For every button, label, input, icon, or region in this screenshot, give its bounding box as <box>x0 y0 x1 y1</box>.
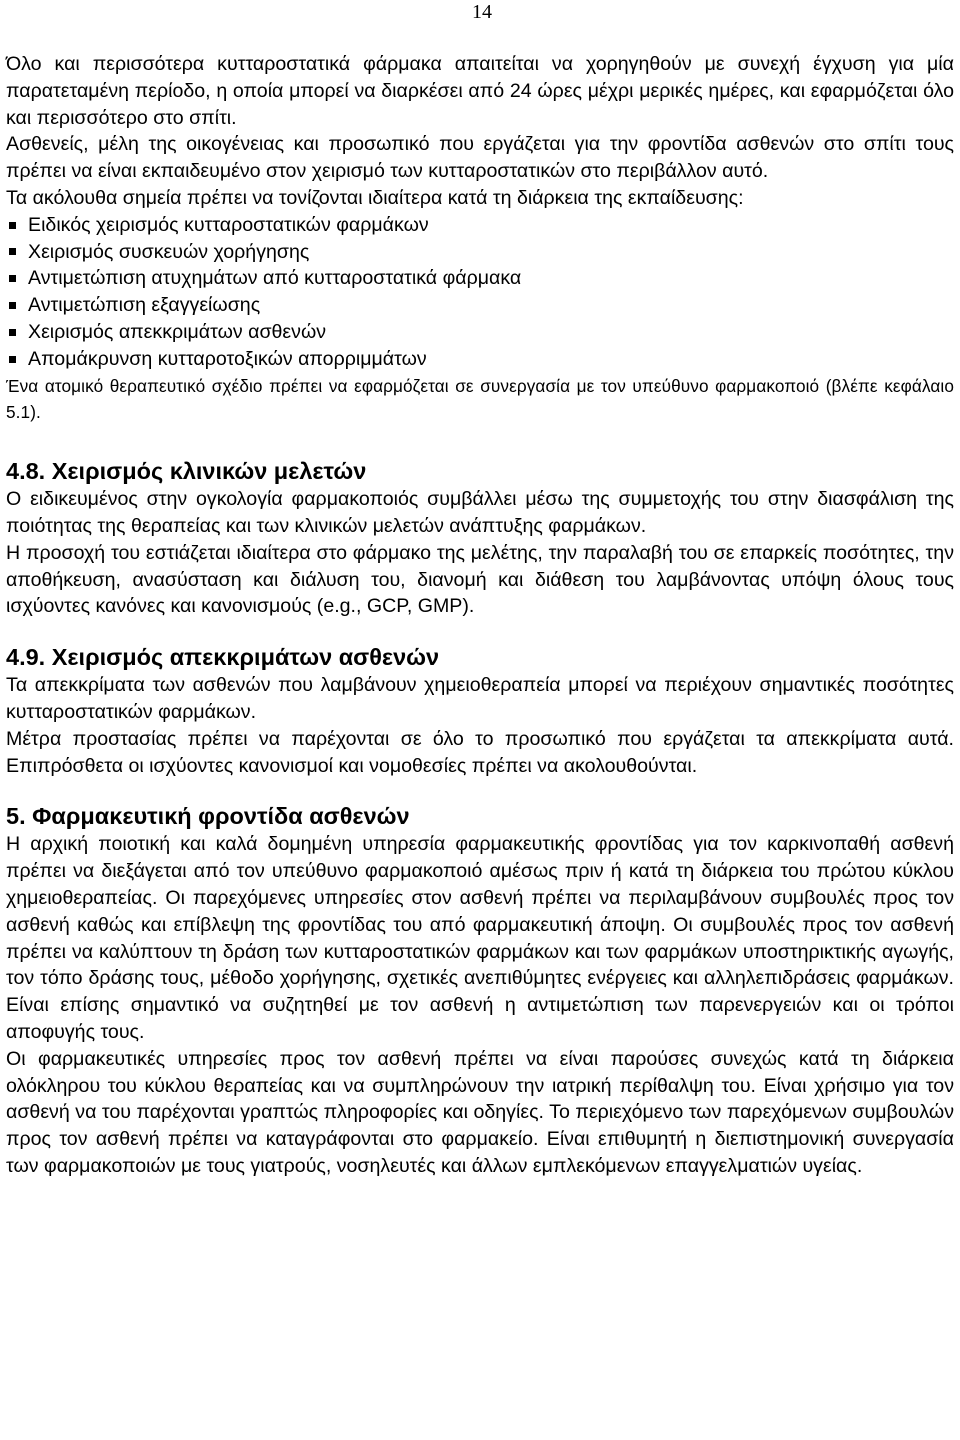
list-item <box>6 319 954 346</box>
list-item <box>6 239 954 266</box>
section-5-paragraph-2: Οι φαρμακευτικές υπηρεσίες προς τον ασθενή πρέπει να είναι παρούσες συνεχώς κατά τη διάρκεια ολόκληρου του κύκλου θεραπείας και να συμπληρώνουν την ιατρική περίθαλψη του. Είναι χρήσιμο για τον ασθενή να του παρέχονται γραπτώς πληροφορίες και οδηγίες. Το περιεχόμενο των παρεχόμενων συμβουλών προς τον ασθενή πρέπει να καταγράφονται στο φαρμακείο. Είναι επιθυμητή η διεπιστημονική συνεργασία των φαρμακοποιών με τους γιατρούς, νοσηλευτές και άλλων εμπλεκόμενων επαγγελματιών υγείας. <box>6 1047 954 1177</box>
list-item <box>6 212 954 239</box>
list-item-text: Ειδικός χειρισμός κυτταροστατικών φαρμάκων <box>28 213 429 236</box>
square-bullet-icon <box>9 302 16 309</box>
list-item <box>6 346 954 373</box>
list-item-text: Χειρισμός απεκκριμάτων ασθενών <box>28 320 327 343</box>
section-4-8-paragraph-1: Ο ειδικευμένος στην ογκολογία φαρμακοποιός συμβάλλει μέσω της συμμετοχής του στην διασφάλιση της ποιότητας της θεραπείας και των κλινικών μελετών ανάπτυξης φαρμάκων. <box>6 488 954 537</box>
section-title: Φαρμακευτική φροντίδα ασθενών <box>32 803 410 830</box>
square-bullet-icon <box>9 248 16 255</box>
list-item-text: Αντιμετώπιση ατυχημάτων από κυτταροστατικά φάρμακα <box>28 267 522 290</box>
section-4-9-paragraph-1: Τα απεκκρίματα των ασθενών που λαμβάνουν χημειοθεραπεία μπορεί να περιέχουν σημαντικές ποσότητες κυτταροστατικών φαρμάκων. <box>6 674 954 723</box>
list-item-text: Απομάκρυνση κυτταροτοξικών απορριμμάτων <box>28 347 427 370</box>
intro-paragraph-2: Ασθενείς, μέλη της οικογένειας και προσωπικό που εργάζεται για την φροντίδα ασθενών στο σπίτι τους πρέπει να είναι εκπαιδευμένο στον χειρισμό των κυτταροστατικών στο περιβάλλον αυτό. <box>6 133 954 183</box>
section-5-heading <box>6 801 954 831</box>
section-4-8-heading <box>6 456 954 486</box>
square-bullet-icon <box>9 329 16 336</box>
intro-paragraph-4: Ένα ατομικό θεραπευτικό σχέδιο πρέπει να εφαρμόζεται σε συνεργασία με τον υπεύθυνο φαρμακοποιό (βλέπε κεφάλαιο 5.1). <box>6 375 954 423</box>
section-4-9-heading <box>6 642 954 672</box>
section-number: 4.9. <box>6 644 46 671</box>
section-title: Χειρισμός κλινικών μελετών <box>51 458 367 485</box>
list-item-text: Χειρισμός συσκευών χορήγησης <box>28 240 310 263</box>
list-item <box>6 292 954 319</box>
square-bullet-icon <box>9 275 16 282</box>
document-body <box>6 51 954 1180</box>
list-item-text: Αντιμετώπιση εξαγγείωσης <box>28 294 261 317</box>
square-bullet-icon <box>9 356 16 363</box>
square-bullet-icon <box>9 222 16 229</box>
training-points-list <box>6 212 954 373</box>
section-title: Χειρισμός απεκκριμάτων ασθενών <box>51 644 440 671</box>
intro-paragraph-3: Τα ακόλουθα σημεία πρέπει να τονίζονται ιδιαίτερα κατά τη διάρκεια της εκπαίδευσης: <box>6 186 744 209</box>
page-number: 14 <box>472 1 492 23</box>
section-number: 5. <box>6 803 26 830</box>
list-item <box>6 265 954 292</box>
section-5-paragraph-1: Η αρχική ποιοτική και καλά δομημένη υπηρεσία φαρμακευτικής φροντίδας για τον καρκινοπαθή ασθενή πρέπει να διεξάγεται από τον υπεύθυνο φαρμακοποιό αμέσως πριν ή κατά τη διάρκεια του πρώτου κύκλου χημειοθεραπείας. Οι παρεχόμενες υπηρεσίες στον ασθενή πρέπει να περιλαμβάνουν συμβουλές προς τον ασθενή καθώς και επίβλεψη της φροντίδας του από φαρμακευτική άποψη. Οι συμβουλές προς τον ασθενή πρέπει να καλύπτουν τη δράση των κυτταροστατικών φαρμάκων και των φαρμάκων υποστηρικτικής αγωγής, τον τόπο δράσης τους, μέθοδο χορήγησης, σχετικές ανεπιθύμητες ενέργειες και αλληλεπιδράσεις φαρμάκων. Είναι επίσης σημαντικό να συζητηθεί με τον ασθενή η αντιμετώπιση των παρενεργειών και οι τρόποι αποφυγής τους. <box>6 833 954 1043</box>
intro-paragraph-1: Όλο και περισσότερα κυτταροστατικά φάρμακα απαιτείται να χορηγηθούν με συνεχή έγχυση για μία παρατεταμένη περίοδο, η οποία μπορεί να διαρκέσει από 24 ώρες μέχρι μερικές ημέρες, και εφαρμόζεται όλο και περισσότερο στο σπίτι. <box>6 53 954 129</box>
section-number: 4.8. <box>6 458 46 485</box>
section-4-9-paragraph-2: Μέτρα προστασίας πρέπει να παρέχονται σε όλο το προσωπικό που εργάζεται τα απεκκρίματα αυτά. Επιπρόσθετα οι ισχύοντες κανονισμοί και νομοθεσίες πρέπει να ακολουθούνται. <box>6 727 954 777</box>
section-4-8-paragraph-2: Η προσοχή του εστιάζεται ιδιαίτερα στο φάρμακο της μελέτης, την παραλαβή του σε επαρκείς ποσότητες, την αποθήκευση, ανασύσταση και διάλυση του, διανομή και διάθεση του λαμβάνοντας υπόψη όλους τους ισχύοντες κανόνες και κανονισμούς (e.g., GCP, GMP). <box>6 541 954 618</box>
